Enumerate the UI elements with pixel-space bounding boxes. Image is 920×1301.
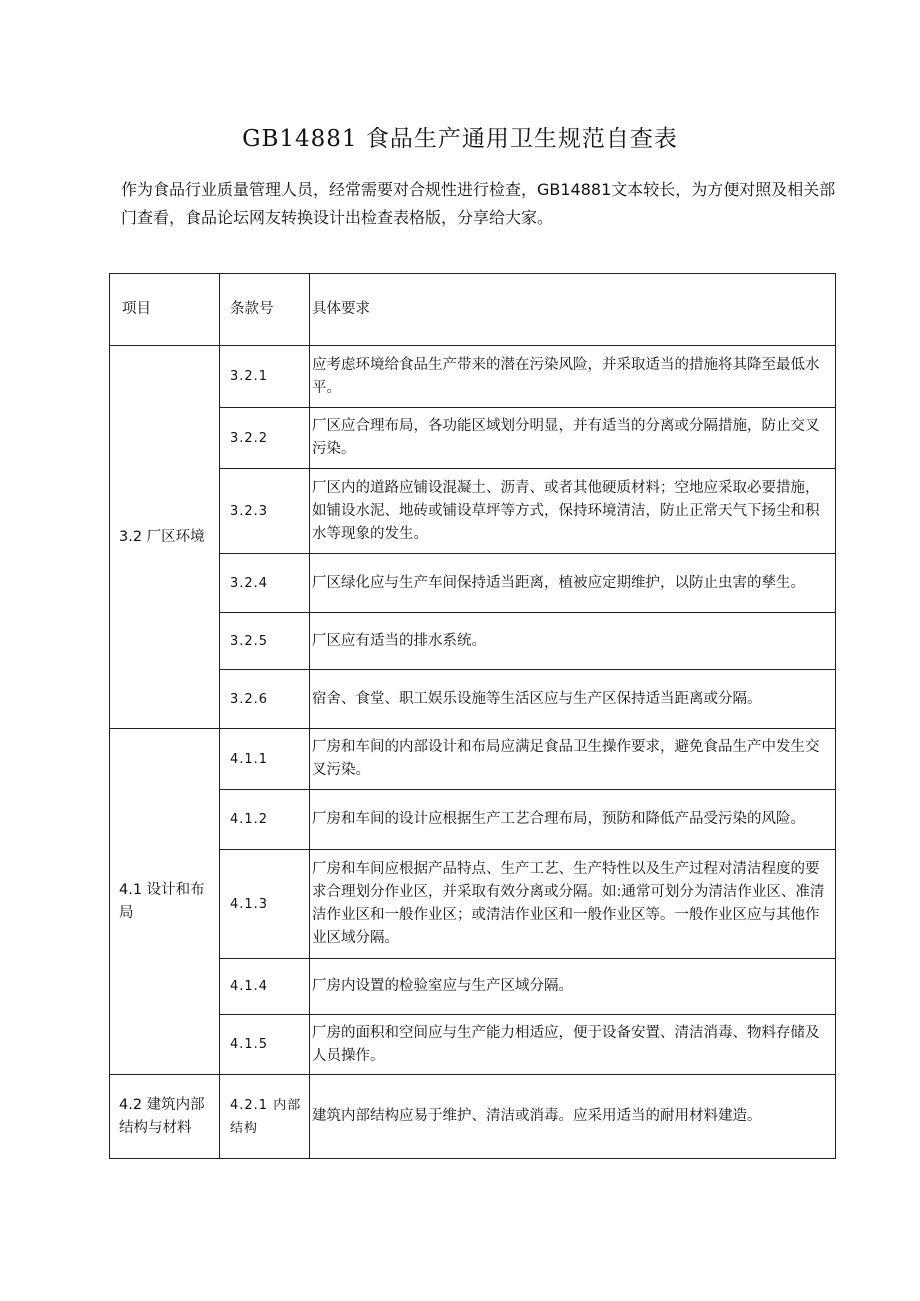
header-clause: 条款号: [220, 274, 310, 346]
requirement-cell: 应考虑环境给食品生产带来的潜在污染风险，并采取适当的措施将其降至最低水平。: [310, 346, 836, 408]
clause-cell: 3.2.6: [220, 670, 310, 729]
clause-cell: 3.2.4: [220, 554, 310, 613]
clause-cell: 4.2.1 内部结构: [220, 1075, 310, 1159]
table-header-row: [110, 274, 836, 346]
item-cell: 3.2 厂区环境: [110, 346, 220, 729]
clause-cell: 3.2.5: [220, 613, 310, 670]
self-check-table: [109, 273, 836, 1159]
requirement-cell: 建筑内部结构应易于维护、清洁或消毒。应采用适当的耐用材料建造。: [310, 1075, 836, 1159]
item-cell: 4.2 建筑内部结构与材料: [110, 1075, 220, 1159]
table-row: [110, 1075, 836, 1159]
intro-paragraph: 作为食品行业质量管理人员，经常需要对合规性进行检查，GB14881文本较长，为方便对照及相关部门查看，食品论坛网友转换设计出检查表格版，分享给大家。: [121, 180, 836, 227]
item-cell: 4.1 设计和布局: [110, 729, 220, 1075]
page-title: GB14881 食品生产通用卫生规范自查表: [242, 126, 678, 152]
clause-cell: 4.1.5: [220, 1015, 310, 1075]
requirement-cell: 厂房和车间的内部设计和布局应满足食品卫生操作要求，避免食品生产中发生交叉污染。: [310, 729, 836, 790]
clause-cell: 3.2.3: [220, 469, 310, 554]
clause-cell: 4.1.1: [220, 729, 310, 790]
clause-cell: 4.1.3: [220, 850, 310, 959]
requirement-cell: 厂房和车间的设计应根据生产工艺合理布局，预防和降低产品受污染的风险。: [310, 790, 836, 850]
requirement-cell: 厂区内的道路应铺设混凝土、沥青、或者其他硬质材料；空地应采取必要措施，如铺设水泥、地砖或铺设草坪等方式，保持环境清洁，防止正常天气下扬尘和积水等现象的发生。: [310, 469, 836, 554]
table-row: [110, 729, 836, 790]
requirement-cell: 厂房的面积和空间应与生产能力相适应，便于设备安置、清洁消毒、物料存储及人员操作。: [310, 1015, 836, 1075]
requirement-cell: 厂区应有适当的排水系统。: [310, 613, 836, 670]
requirement-cell: 厂区绿化应与生产车间保持适当距离，植被应定期维护，以防止虫害的孳生。: [310, 554, 836, 613]
header-item: 项目: [110, 274, 220, 346]
table-row: [110, 346, 836, 408]
requirement-cell: 厂房内设置的检验室应与生产区域分隔。: [310, 959, 836, 1015]
header-requirement: 具体要求: [310, 274, 836, 346]
clause-cell: 4.1.2: [220, 790, 310, 850]
clause-cell: 3.2.2: [220, 408, 310, 469]
clause-cell: 4.1.4: [220, 959, 310, 1015]
requirement-cell: 宿舍、食堂、职工娱乐设施等生活区应与生产区保持适当距离或分隔。: [310, 670, 836, 729]
requirement-cell: 厂区应合理布局，各功能区域划分明显，并有适当的分离或分隔措施，防止交叉污染。: [310, 408, 836, 469]
requirement-cell: 厂房和车间应根据产品特点、生产工艺、生产特性以及生产过程对清洁程度的要求合理划分作业区，并采取有效分离或分隔。如:通常可划分为清洁作业区、准清洁作业区和一般作业区；或清洁作业区和一般作业区等。一般作业区应与其他作业区域分隔。: [310, 850, 836, 959]
clause-cell: 3.2.1: [220, 346, 310, 408]
